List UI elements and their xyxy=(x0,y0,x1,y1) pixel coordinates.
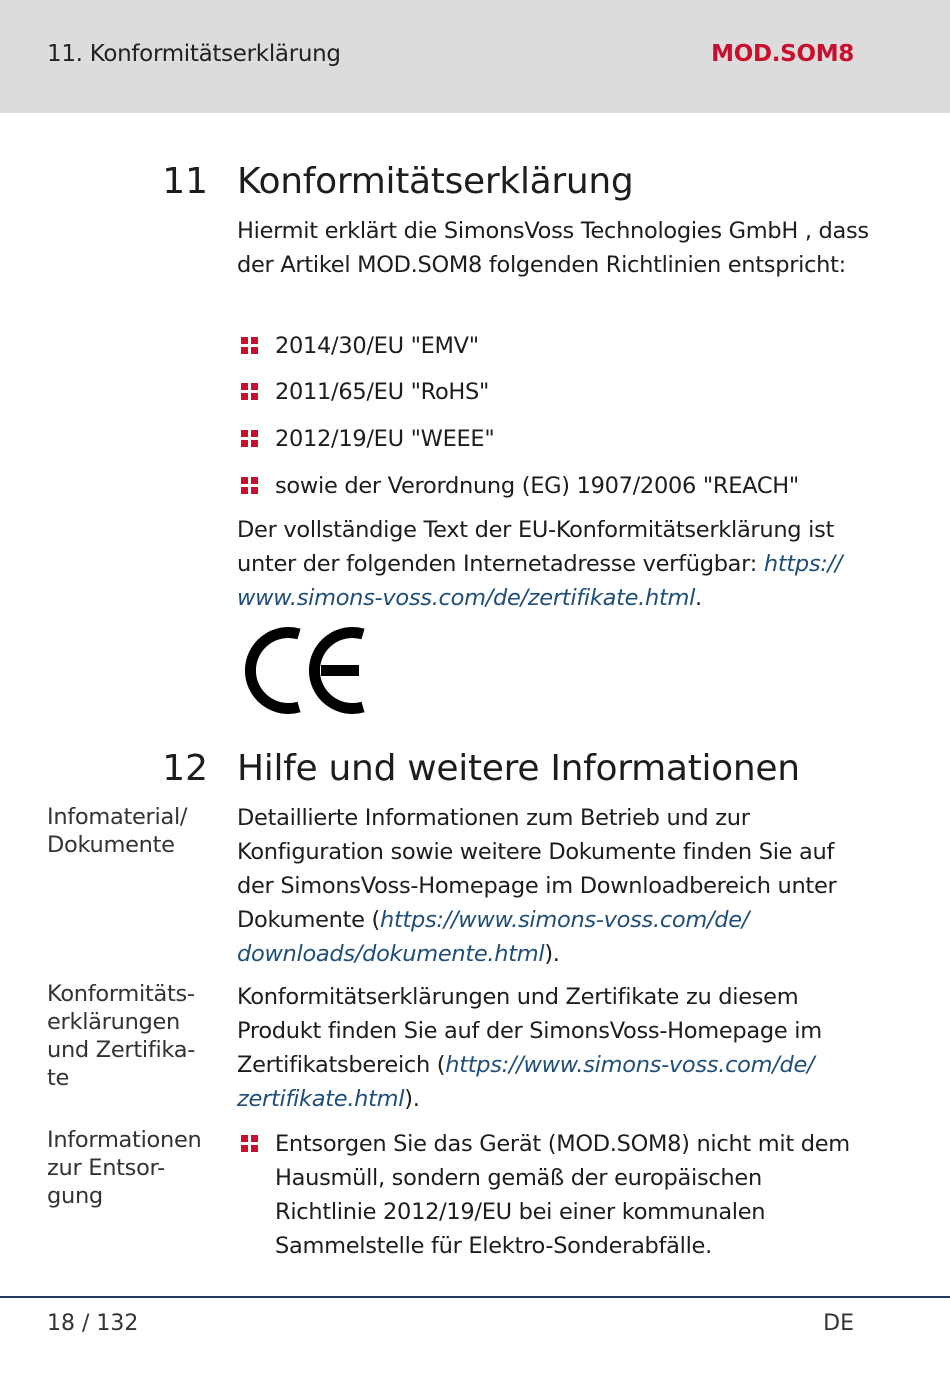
red-four-square-bullet-icon xyxy=(241,430,258,447)
red-four-square-bullet-icon xyxy=(241,1135,258,1152)
list-item-text: sowie der Verordnung (EG) 1907/2006 "REACH" xyxy=(275,473,799,499)
list-item-text: 2014/30/EU "EMV" xyxy=(275,333,479,359)
page-header xyxy=(0,0,950,113)
red-four-square-bullet-icon xyxy=(241,337,258,354)
chapter-title: 11. Konformitätserklärung xyxy=(47,41,341,67)
section-11-intro: Hiermit erklärt die SimonsVoss Technologies GmbH , dass der Artikel MOD.SOM8 folgenden Richtlinien entspricht: xyxy=(237,218,869,278)
cert-suffix: ). xyxy=(404,1086,420,1112)
section-12-number: 12 xyxy=(162,748,208,789)
certificates-link[interactable]: https:// www.simons-voss.com/de/zertifikate.html xyxy=(237,551,843,611)
footer-divider xyxy=(0,1296,950,1298)
section-11-title: Konformitätserklärung xyxy=(237,161,634,202)
list-item xyxy=(241,469,865,503)
sidebar-label-certificates: Konformitäts- erklärungen und Zertifika- te xyxy=(47,981,196,1091)
red-four-square-bullet-icon xyxy=(241,477,258,494)
ce-mark-icon xyxy=(237,624,367,717)
red-four-square-bullet-icon xyxy=(241,383,258,400)
certificates-paragraph xyxy=(237,980,877,1116)
section-11-number: 11 xyxy=(162,161,208,202)
cert-prefix: Konformitätserklärungen und Zertifikate zu diesem Produkt finden Sie auf der SimonsVoss-Homepage im Zertifikatsbereich ( xyxy=(237,984,822,1078)
full-text-suffix: . xyxy=(695,585,702,611)
list-item xyxy=(241,1127,865,1263)
docs-suffix: ). xyxy=(544,941,560,967)
product-name: MOD.SOM8 xyxy=(711,41,854,67)
full-text-paragraph xyxy=(237,513,877,615)
docs-prefix: Detaillierte Informationen zum Betrieb und zur Konfiguration sowie weitere Dokumente finden Sie auf der SimonsVoss-Homepage im Downloadbereich unter Dokumente ( xyxy=(237,805,837,933)
list-item xyxy=(241,422,865,456)
sidebar-label-docs: Infomaterial/ Dokumente xyxy=(47,804,188,858)
list-item-text: 2011/65/EU "RoHS" xyxy=(275,379,490,405)
page-number: 18 / 132 xyxy=(47,1311,139,1336)
docs-paragraph xyxy=(237,801,877,971)
sidebar-label-disposal: Informationen zur Entsor- gung xyxy=(47,1127,202,1209)
language-code: DE xyxy=(823,1311,854,1336)
documents-link[interactable]: https://www.simons-voss.com/de/ downloads/dokumente.html xyxy=(237,907,750,967)
certificates-page-link[interactable]: https://www.simons-voss.com/de/ zertifikate.html xyxy=(237,1052,815,1112)
full-text-prefix: Der vollständige Text der EU-Konformitätserklärung ist unter der folgenden Internetadresse verfügbar: xyxy=(237,517,835,577)
disposal-text: Entsorgen Sie das Gerät (MOD.SOM8) nicht mit dem Hausmüll, sondern gemäß der europäischen Richtlinie 2012/19/EU bei einer kommunalen Sammelstelle für Elektro-Sonderabfälle. xyxy=(275,1131,850,1259)
list-item xyxy=(241,329,865,363)
list-item xyxy=(241,375,865,409)
section-12-title: Hilfe und weitere Informationen xyxy=(237,748,800,789)
list-item-text: 2012/19/EU "WEEE" xyxy=(275,426,495,452)
